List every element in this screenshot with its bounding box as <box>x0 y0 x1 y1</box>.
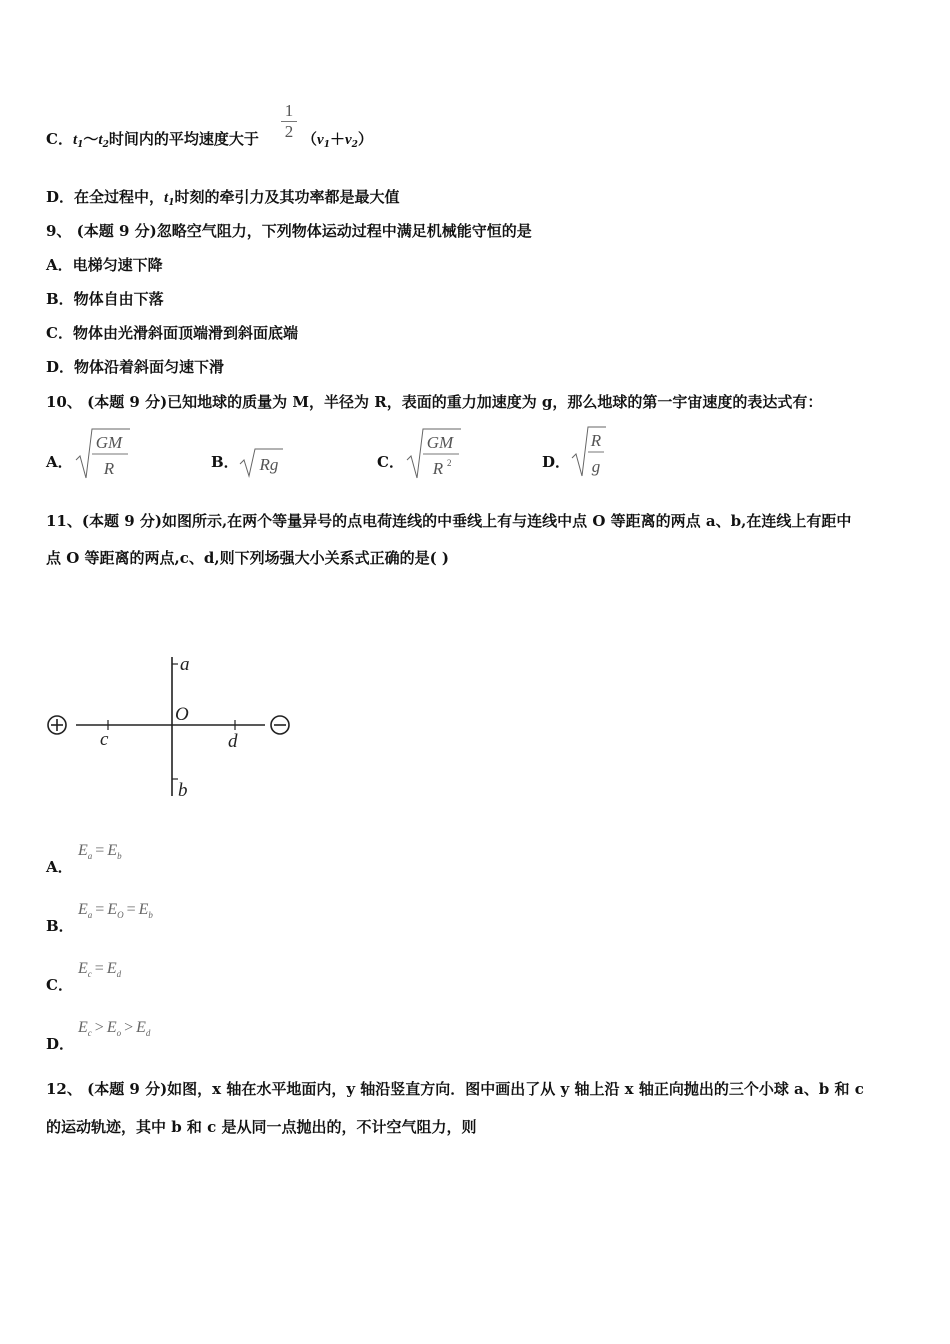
label-a: a <box>180 654 190 675</box>
negative-charge-icon <box>271 716 289 734</box>
q8-option-d: D．在全过程中，$t_1$时刻的牵引力及其功率都是最大值 <box>46 188 400 208</box>
q10-label-d: D． <box>542 453 571 471</box>
q11-option-a-label: A． <box>46 858 73 876</box>
label-o: O <box>175 704 189 725</box>
q8-option-c: C．$t_1\sim t_2$时间内的平均速度大于 <box>46 130 259 150</box>
label-c: c <box>100 729 109 750</box>
q10-label-a: A． <box>46 453 73 471</box>
label-b: b <box>178 780 188 800</box>
q10-label-c: C． <box>377 453 404 471</box>
q10-stem: 10、 (本题 9 分)已知地球的质量为 M，半径为 R，表面的重力加速度为 g，那么地球的第一宇宙速度的表达式有： <box>46 393 823 411</box>
q9-option-c: C．物体由光滑斜面顶端滑到斜面底端 <box>46 324 298 342</box>
q11-option-c-formula: $E_c = E_d$ <box>78 960 122 979</box>
q12-stem-line1: 12、 (本题 9 分)如图，x 轴在水平地面内，y 轴沿竖直方向．图中画出了从 y 轴上沿 x 轴正向抛出的三个小球 a、b 和 c <box>46 1080 864 1098</box>
q10-c-num: GM <box>426 433 454 452</box>
electric-field-figure <box>40 650 300 800</box>
q10-d-den: g <box>591 457 601 476</box>
q10-formula-a <box>74 426 134 482</box>
label-d: d <box>228 731 238 752</box>
q10-formula-c <box>405 426 465 482</box>
q9-stem: 9、 (本题 9 分)忽略空气阻力，下列物体运动过程中满足机械能守恒的是 <box>46 222 532 240</box>
q11-option-c-label: C． <box>46 976 73 994</box>
q11-stem-line2: 点 O 等距离的两点,c、d,则下列场强大小关系式正确的是( ) <box>46 549 449 567</box>
positive-charge-icon <box>48 716 66 734</box>
q10-label-b: B． <box>211 453 239 471</box>
half-fraction: $\frac{1}{2}$ <box>281 101 297 142</box>
q10-a-den: R <box>103 459 115 478</box>
q10-d-num: R <box>590 431 602 450</box>
q12-stem-line2: 的运动轨迹，其中 b 和 c 是从同一点抛出的，不计空气阻力，则 <box>46 1118 477 1136</box>
q9-option-b: B．物体自由下落 <box>46 290 164 308</box>
q8-option-c-velocity: $(v_1+v_2)$ <box>302 130 373 150</box>
q11-option-b-formula: $E_a = E_O = E_b$ <box>78 901 153 920</box>
q11-stem-line1: 11、(本题 9 分)如图所示,在两个等量异号的点电荷连线的中垂线上有与连线中点 O 等距离的两点 a、b,在连线上有距中 <box>46 512 852 530</box>
q10-b-expr: Rg <box>259 455 279 474</box>
q9-option-a: A．电梯匀速下降 <box>46 256 163 274</box>
q11-option-b-label: B． <box>46 917 74 935</box>
q11-option-d-label: D． <box>46 1035 75 1053</box>
q10-c-den: R <box>432 459 444 478</box>
q10-c-exp: 2 <box>447 458 452 468</box>
q10-a-num: GM <box>95 433 123 452</box>
q10-formula-b <box>238 446 286 478</box>
q11-option-d-formula: $E_c > E_o > E_d$ <box>78 1019 151 1038</box>
q10-formula-d <box>570 424 610 480</box>
q9-option-d: D．物体沿着斜面匀速下滑 <box>46 358 225 376</box>
q11-option-a-formula: $E_a = E_b$ <box>78 842 122 861</box>
